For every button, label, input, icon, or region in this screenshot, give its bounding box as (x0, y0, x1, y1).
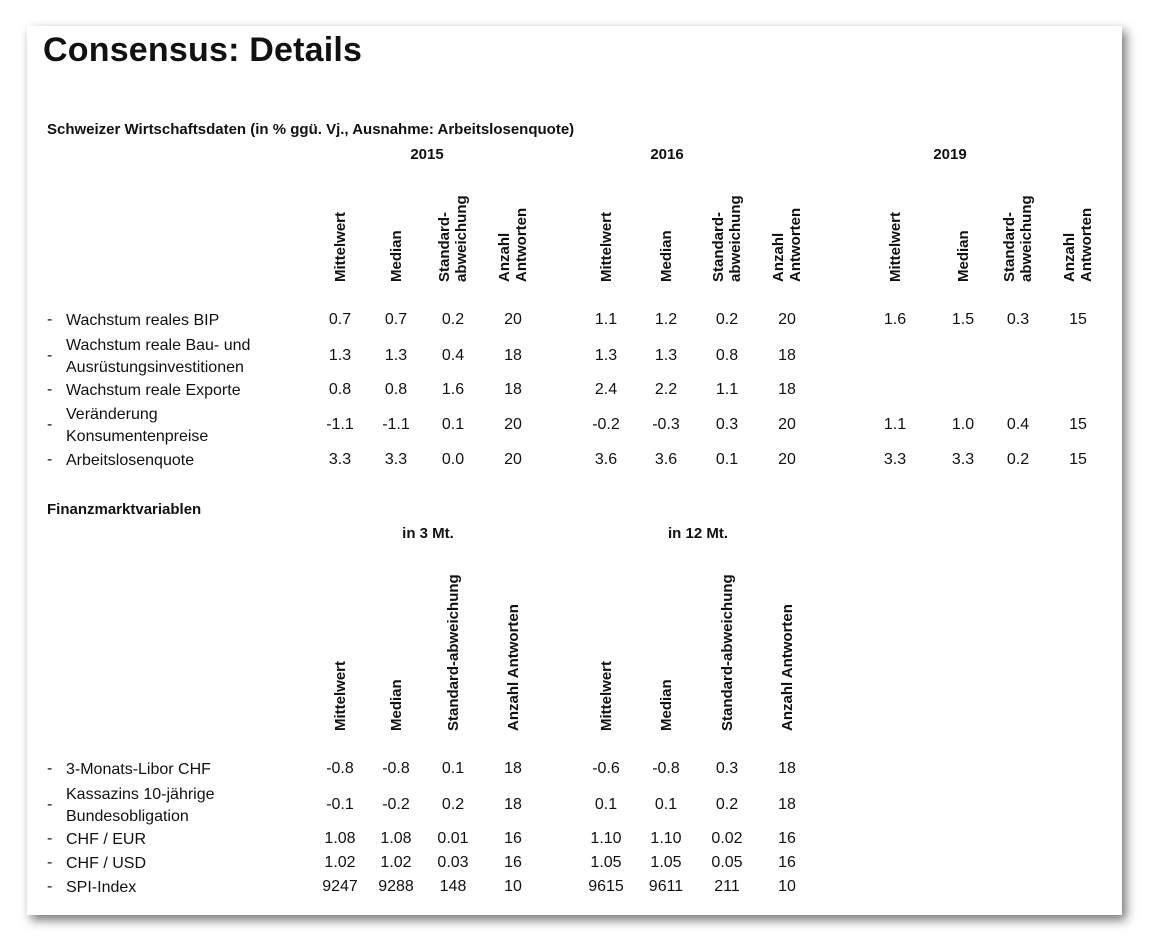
table-cell: 0.3 (1006, 311, 1030, 328)
table-cell: 0.1 (441, 760, 465, 777)
table-cell: -0.8 (326, 760, 354, 777)
table-cell: 0.2 (441, 796, 465, 813)
column-header: Median (388, 679, 405, 731)
table-cell: 0.2 (715, 796, 739, 813)
table-cell: 0.2 (1006, 451, 1030, 468)
table-cell: 0.01 (437, 830, 469, 847)
row-dash: - (47, 760, 53, 777)
table-cell: 211 (714, 878, 740, 895)
row-label: SPI-Index (66, 879, 137, 896)
table-cell: 0.4 (1006, 416, 1030, 433)
table-cell: 20 (778, 451, 796, 468)
row-dash: - (47, 854, 53, 871)
table-cell: 18 (504, 381, 522, 398)
table-cell: 2.2 (654, 381, 678, 398)
table-cell: 0.1 (654, 796, 678, 813)
column-header: Mittelwert (597, 211, 615, 282)
table-cell: 3.3 (883, 451, 907, 468)
table-cell: 1.6 (441, 381, 465, 398)
table-cell: 3.3 (328, 451, 352, 468)
table-cell: 1.02 (380, 854, 412, 871)
row-label: 3-Monats-Libor CHF (66, 761, 211, 778)
table-cell: 0.8 (715, 347, 739, 364)
table-cell: 16 (504, 830, 522, 847)
column-header: Median (657, 230, 675, 282)
table-cell: 0.0 (441, 451, 465, 468)
row-label: Wachstum reale Exporte (66, 382, 241, 399)
column-header: Standard-abweichung (445, 574, 462, 731)
table-cell: 1.08 (324, 830, 356, 847)
table-cell: -0.8 (652, 760, 680, 777)
table-cell: 1.1 (715, 381, 739, 398)
row-dash: - (47, 347, 53, 364)
table-cell: 10 (778, 878, 796, 895)
table-cell: 1.3 (594, 347, 618, 364)
table-cell: 15 (1069, 311, 1087, 328)
table-cell: 16 (778, 854, 796, 871)
row-dash: - (47, 451, 53, 468)
row-dash: - (47, 796, 53, 813)
table-cell: 0.3 (715, 416, 739, 433)
table-cell: 0.2 (715, 311, 739, 328)
table-cell: 1.02 (324, 854, 356, 871)
row-label: CHF / USD (66, 855, 146, 872)
slide (27, 26, 1122, 915)
table-cell: 0.2 (441, 311, 465, 328)
economic-section-heading: Schweizer Wirtschaftsdaten (in % ggü. Vj., Ausnahme: Arbeitslosenquote) (47, 121, 575, 138)
table-cell: 1.05 (590, 854, 622, 871)
column-header: Mittelwert (331, 211, 349, 282)
row-dash: - (47, 311, 53, 328)
column-header: Anzahl Antworten (505, 604, 522, 731)
column-header: Standard- abweichung (1001, 195, 1035, 282)
table-cell: 0.8 (384, 381, 408, 398)
table-cell: 18 (778, 347, 796, 364)
column-header: Mittelwert (332, 660, 349, 731)
table-cell: 1.0 (951, 416, 975, 433)
table-cell: 20 (778, 416, 796, 433)
table-cell: -0.2 (592, 416, 620, 433)
table-cell: -0.3 (652, 416, 680, 433)
row-label: Wachstum reales BIP (66, 312, 220, 329)
table-cell: 1.1 (883, 416, 907, 433)
year-header: 2016 (650, 146, 684, 163)
table-cell: 1.05 (650, 854, 682, 871)
table-cell: 1.08 (380, 830, 412, 847)
column-header: Median (387, 230, 405, 282)
table-cell: 15 (1069, 451, 1087, 468)
table-cell: 1.10 (590, 830, 622, 847)
table-cell: 0.05 (711, 854, 743, 871)
row-label: Wachstum reale Bau- und Ausrüstungsinvestitionen (66, 337, 251, 376)
table-cell: 18 (504, 347, 522, 364)
page-title: Consensus: Details (43, 31, 363, 69)
table-cell: 1.2 (654, 311, 678, 328)
column-header: Anzahl Antworten (779, 604, 796, 731)
column-header: Median (658, 679, 675, 731)
table-cell: 18 (778, 381, 796, 398)
table-cell: 1.10 (650, 830, 682, 847)
table-cell: 0.1 (594, 796, 618, 813)
column-header: Median (954, 230, 972, 282)
table-cell: 0.3 (715, 760, 739, 777)
column-header: Mittelwert (886, 211, 904, 282)
row-label: Arbeitslosenquote (66, 452, 195, 469)
table-cell: 15 (1069, 416, 1087, 433)
horizon-header: in 12 Mt. (667, 525, 728, 542)
table-cell: 0.1 (715, 451, 739, 468)
table-cell: 1.3 (384, 347, 408, 364)
column-header: Standard-abweichung (719, 574, 736, 731)
table-cell: 1.5 (951, 311, 975, 328)
table-cell: 2.4 (594, 381, 618, 398)
financial-section-heading: Finanzmarktvariablen (47, 501, 202, 518)
table-cell: 1.3 (328, 347, 352, 364)
column-header: Anzahl Antworten (496, 207, 530, 282)
table-cell: 20 (504, 311, 522, 328)
row-label: Kassazins 10-jährige Bundesobligation (66, 786, 215, 825)
table-cell: 148 (439, 878, 467, 895)
table-cell: 3.3 (384, 451, 408, 468)
table-cell: 9247 (322, 878, 358, 895)
table-cell: 0.7 (328, 311, 352, 328)
table-cell: 10 (504, 878, 522, 895)
table-cell: -0.8 (382, 760, 410, 777)
table-cell: -0.1 (326, 796, 354, 813)
table-cell: 20 (504, 416, 522, 433)
row-dash: - (47, 381, 53, 398)
table-cell: 1.3 (654, 347, 678, 364)
row-label: Veränderung Konsumentenpreise (66, 406, 209, 445)
table-cell: 3.6 (594, 451, 618, 468)
table-cell: 20 (504, 451, 522, 468)
table-cell: 3.6 (654, 451, 678, 468)
table-cell: -1.1 (326, 416, 354, 433)
table-cell: 18 (778, 760, 796, 777)
column-header: Standard- abweichung (710, 195, 744, 282)
table-cell: 0.7 (384, 311, 408, 328)
table-cell: 0.8 (328, 381, 352, 398)
row-dash: - (47, 830, 53, 847)
table-cell: 3.3 (951, 451, 975, 468)
row-dash: - (47, 416, 53, 433)
table-cell: 0.4 (441, 347, 465, 364)
row-label: CHF / EUR (66, 831, 146, 848)
table-cell: 1.1 (594, 311, 618, 328)
column-header: Anzahl Antworten (1061, 207, 1095, 282)
column-header: Standard- abweichung (436, 195, 470, 282)
table-cell: 0.02 (711, 830, 743, 847)
table-cell: -0.2 (382, 796, 410, 813)
table-cell: 9288 (378, 878, 414, 895)
table-cell: -0.6 (592, 760, 620, 777)
column-header: Mittelwert (598, 660, 615, 731)
table-cell: 1.6 (883, 311, 907, 328)
table-cell: -1.1 (382, 416, 410, 433)
table-cell: 0.1 (441, 416, 465, 433)
year-header: 2015 (410, 146, 444, 163)
table-cell: 18 (504, 796, 522, 813)
horizon-header: in 3 Mt. (402, 525, 454, 542)
table-cell: 9611 (648, 878, 684, 895)
column-header: Anzahl Antworten (770, 207, 804, 282)
year-header: 2019 (933, 146, 967, 163)
table-cell: 18 (778, 796, 796, 813)
table-cell: 20 (778, 311, 796, 328)
table-cell: 18 (504, 760, 522, 777)
row-dash: - (47, 878, 53, 895)
table-cell: 9615 (588, 878, 624, 895)
table-cell: 16 (504, 854, 522, 871)
table-cell: 16 (778, 830, 796, 847)
table-cell: 0.03 (437, 854, 469, 871)
